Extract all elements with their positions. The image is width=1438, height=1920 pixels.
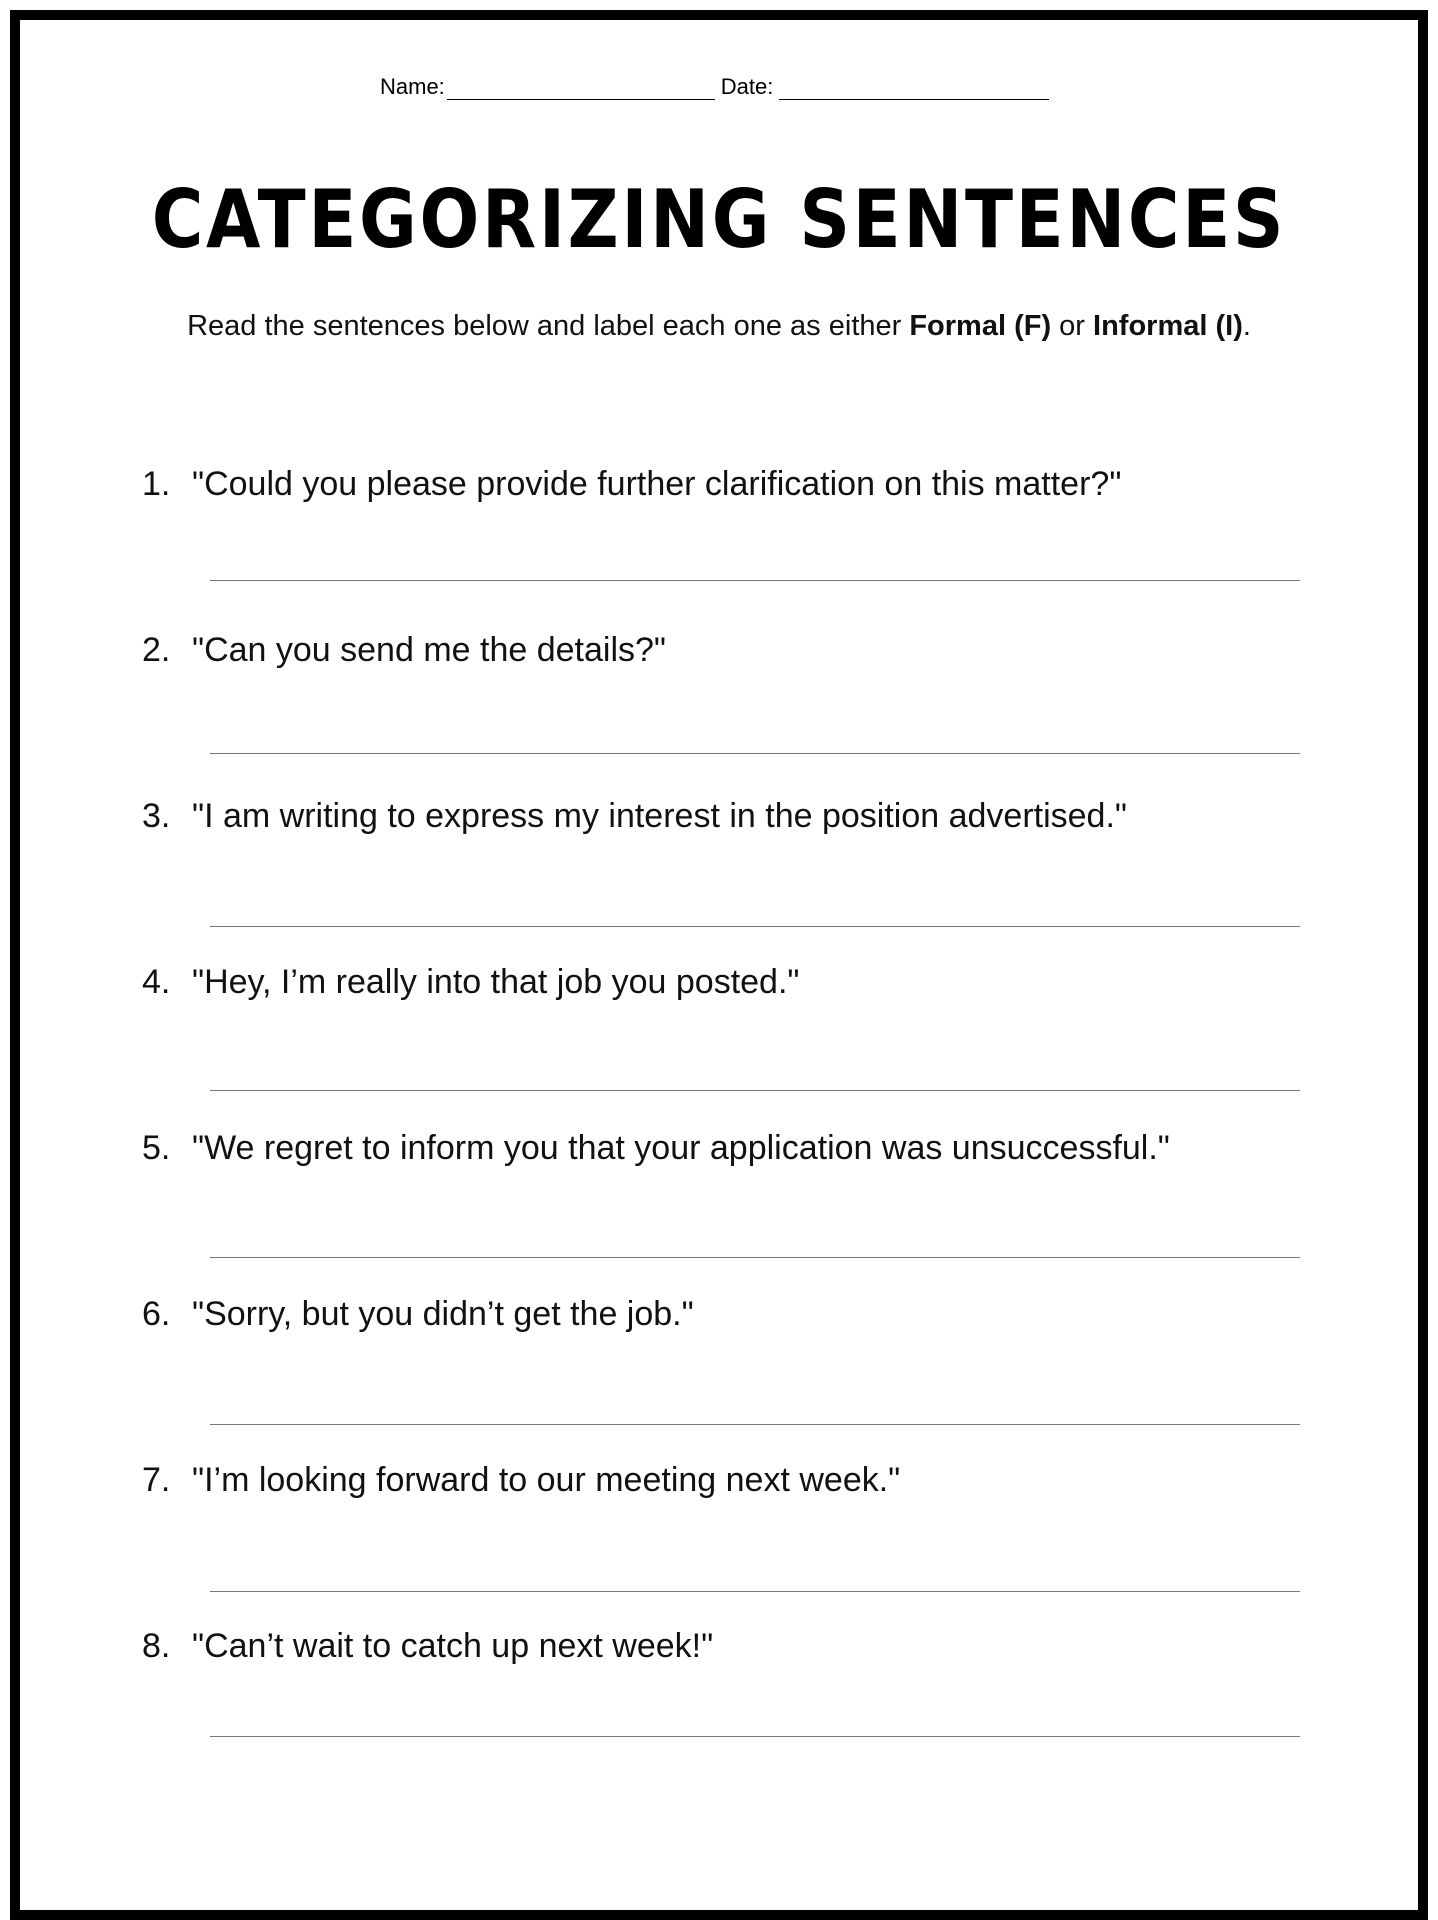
- title-word-1: CATEGORIZING: [151, 173, 773, 266]
- item-number: 2.: [142, 631, 171, 669]
- instructions-suffix: .: [1242, 310, 1251, 342]
- answer-line[interactable]: [210, 1090, 1300, 1091]
- name-date-header: [380, 74, 1049, 100]
- list-item: [142, 797, 1127, 836]
- worksheet-title: [86, 173, 1351, 266]
- list-item: [142, 1129, 1170, 1168]
- list-item: [142, 963, 799, 1002]
- answer-line[interactable]: [210, 1591, 1300, 1592]
- instructions-formal: Formal (F): [909, 310, 1052, 342]
- item-sentence: "Can’t wait to catch up next week!": [192, 1627, 714, 1665]
- list-item: [142, 1461, 900, 1500]
- item-number: 3.: [142, 797, 171, 835]
- title-word-2: SENTENCES: [799, 173, 1287, 266]
- instructions-middle: or: [1051, 310, 1094, 342]
- date-field[interactable]: [779, 79, 1049, 100]
- list-item: [142, 1627, 713, 1666]
- item-sentence: "We regret to inform you that your application was unsuccessful.": [192, 1129, 1170, 1167]
- name-field[interactable]: [447, 79, 715, 100]
- date-label: Date:: [720, 74, 774, 99]
- item-sentence: "Hey, I’m really into that job you posted.": [192, 963, 800, 1001]
- answer-line[interactable]: [210, 753, 1300, 754]
- item-number: 8.: [142, 1627, 171, 1665]
- item-sentence: "Could you please provide further clarification on this matter?": [192, 465, 1122, 503]
- instructions-prefix: Read the sentences below and label each one as either: [187, 310, 910, 342]
- answer-line[interactable]: [210, 1424, 1300, 1425]
- item-sentence: "Sorry, but you didn’t get the job.": [192, 1295, 694, 1333]
- instructions-informal: Informal (I): [1093, 310, 1243, 342]
- item-number: 6.: [142, 1295, 171, 1333]
- answer-line[interactable]: [210, 1257, 1300, 1258]
- item-number: 5.: [142, 1129, 171, 1167]
- answer-line[interactable]: [210, 1736, 1300, 1737]
- item-number: 7.: [142, 1461, 171, 1499]
- item-sentence: "I’m looking forward to our meeting next week.": [192, 1461, 901, 1499]
- answer-line[interactable]: [210, 580, 1300, 581]
- list-item: [142, 631, 666, 670]
- answer-line[interactable]: [210, 926, 1300, 927]
- item-number: 4.: [142, 963, 171, 1001]
- item-sentence: "I am writing to express my interest in the position advertised.": [192, 797, 1127, 835]
- list-item: [142, 465, 1121, 504]
- item-sentence: "Can you send me the details?": [192, 631, 666, 669]
- instructions: [0, 310, 1438, 343]
- name-label: Name:: [380, 74, 445, 99]
- list-item: [142, 1295, 694, 1334]
- item-number: 1.: [142, 465, 171, 503]
